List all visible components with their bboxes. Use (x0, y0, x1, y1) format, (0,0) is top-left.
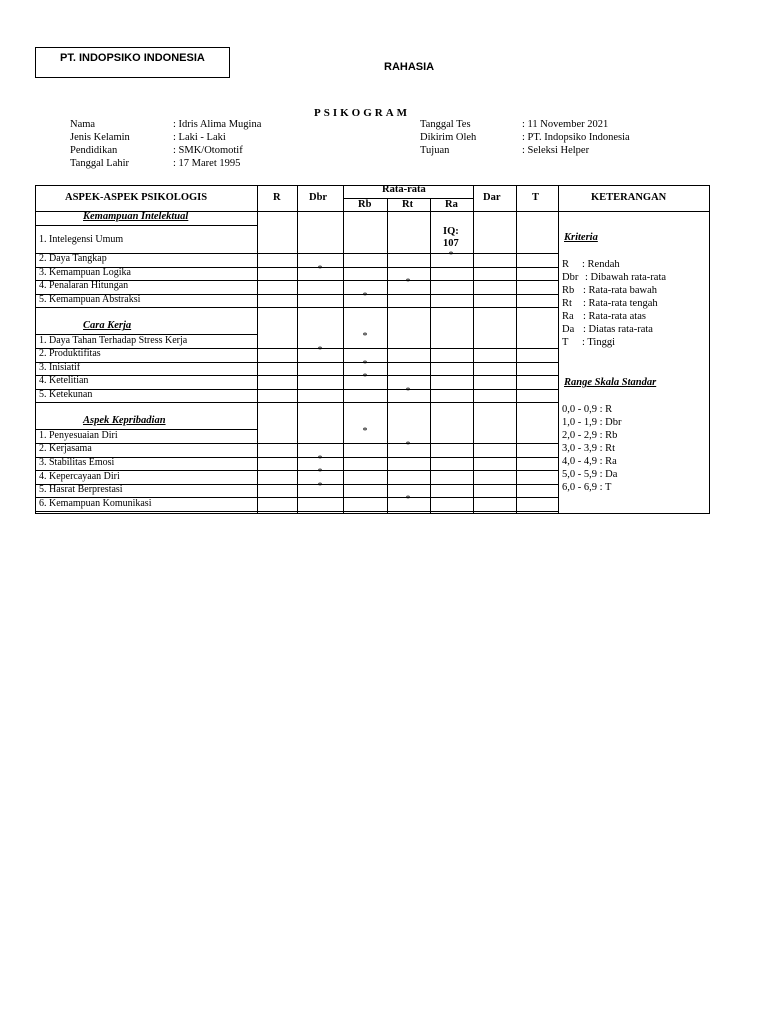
criteria-code: R (562, 259, 570, 270)
aspect-label: 2. Daya Tangkap (39, 253, 107, 264)
criteria-desc: : Rata-rata tengah (583, 298, 658, 309)
grid-line (35, 307, 559, 308)
aspect-label: 2. Kerjasama (39, 443, 92, 454)
score-mark: IQ: (443, 226, 459, 237)
header-notes: KETERANGAN (591, 192, 667, 203)
aspect-label: 4. Penalaran Hitungan (39, 280, 129, 291)
score-mark: * (317, 264, 323, 275)
aspect-label: 1. Penyesuaian Diri (39, 430, 118, 441)
score-mark: * (448, 250, 454, 261)
criteria-code: T (562, 337, 569, 348)
header-r: R (273, 192, 281, 203)
info-label: Tanggal Lahir (70, 158, 130, 169)
grid-line (35, 443, 559, 444)
grid-line (343, 185, 344, 514)
range-item: 2,0 - 2,9 : Rb (562, 430, 618, 441)
criteria-desc: : Tinggi (582, 337, 615, 348)
score-mark: * (405, 277, 411, 288)
info-value: : PT. Indopsiko Indonesia (522, 132, 630, 143)
criteria-code: Da (562, 324, 575, 335)
range-item: 3,0 - 3,9 : Rt (562, 443, 616, 454)
info-value: : SMK/Otomotif (173, 145, 243, 156)
header-rb: Rb (358, 199, 372, 210)
header-aspect: ASPEK-ASPEK PSIKOLOGIS (65, 192, 208, 203)
grid-line (430, 198, 431, 514)
score-mark: * (362, 359, 368, 370)
section-title: Aspek Kepribadian (83, 415, 166, 427)
header-dar: Dar (483, 192, 501, 203)
aspect-label: 5. Hasrat Berprestasi (39, 484, 123, 495)
company-box (35, 47, 230, 78)
aspect-label: 4. Ketelitian (39, 375, 89, 386)
aspect-label: 3. Inisiatif (39, 362, 81, 373)
header-t: T (532, 192, 540, 203)
aspect-label: 1. Intelegensi Umum (39, 234, 124, 245)
criteria-desc: : Dibawah rata-rata (585, 272, 667, 283)
info-value: : 17 Maret 1995 (173, 158, 241, 169)
score-mark: * (317, 345, 323, 356)
grid-line (558, 185, 559, 514)
range-item: 1,0 - 1,9 : Dbr (562, 417, 622, 428)
aspect-label: 1. Daya Tahan Terhadap Stress Kerja (39, 335, 188, 346)
aspect-label: 6. Kemampuan Komunikasi (39, 498, 152, 509)
info-value: : Idris Alima Mugina (173, 119, 262, 130)
grid-line (35, 362, 559, 363)
info-value: : 11 November 2021 (522, 119, 609, 130)
criteria-desc: : Diatas rata-rata (583, 324, 653, 335)
grid-line (35, 389, 559, 390)
info-label: Tanggal Tes (420, 119, 471, 130)
document-title: PSIKOGRAM (314, 107, 411, 119)
range-item: 6,0 - 6,9 : T (562, 482, 612, 493)
aspect-label: 2. Produktifitas (39, 348, 101, 359)
range-item: 5,0 - 5,9 : Da (562, 469, 618, 480)
info-label: Jenis Kelamin (70, 132, 130, 143)
aspect-label: 5. Ketekunan (39, 389, 93, 400)
info-label: Nama (70, 119, 96, 130)
aspect-label: 5. Kemampuan Abstraksi (39, 294, 141, 305)
criteria-desc: : Rata-rata bawah (583, 285, 658, 296)
score-mark: * (362, 331, 368, 342)
score-mark: * (317, 481, 323, 492)
info-label: Dikirim Oleh (420, 132, 477, 143)
grid-line (35, 225, 258, 226)
grid-line (709, 185, 710, 514)
info-value: : Laki - Laki (173, 132, 226, 143)
company-name: PT. INDOPSIKO INDONESIA (60, 52, 205, 64)
score-mark: * (362, 372, 368, 383)
score-mark: * (317, 467, 323, 478)
header-dbr: Dbr (309, 192, 328, 203)
grid-line (35, 402, 559, 403)
info-label: Tujuan (420, 145, 450, 156)
score-mark: * (405, 494, 411, 505)
info-value: : Seleksi Helper (522, 145, 590, 156)
grid-line (35, 185, 36, 514)
header-rt: Rt (402, 199, 414, 210)
aspect-label: 4. Kepercayaan Diri (39, 471, 120, 482)
aspect-label: 3. Kemampuan Logika (39, 267, 131, 278)
grid-line (35, 375, 559, 376)
range-title: Range Skala Standar (564, 377, 657, 388)
grid-line (35, 513, 710, 514)
section-title: Cara Kerja (83, 320, 132, 332)
criteria-code: Ra (562, 311, 574, 322)
criteria-code: Rb (562, 285, 575, 296)
psychogram-table (35, 185, 709, 513)
score-mark: 107 (443, 238, 459, 249)
grid-line (257, 185, 258, 514)
criteria-code: Rt (562, 298, 572, 309)
criteria-title: Kriteria (564, 232, 598, 243)
range-item: 0,0 - 0,9 : R (562, 404, 613, 415)
grid-line (387, 198, 388, 514)
grid-line (473, 185, 474, 514)
grid-line (297, 185, 298, 514)
grid-line (516, 185, 517, 514)
range-item: 4,0 - 4,9 : Ra (562, 456, 617, 467)
grid-line (35, 185, 710, 186)
info-label: Pendidikan (70, 145, 118, 156)
header-average: Rata-rata (382, 184, 426, 195)
score-mark: * (362, 291, 368, 302)
criteria-desc: : Rendah (582, 259, 620, 270)
confidential-label: RAHASIA (384, 61, 435, 73)
score-mark: * (362, 426, 368, 437)
criteria-desc: : Rata-rata atas (583, 311, 646, 322)
criteria-code: Dbr (562, 272, 579, 283)
section-title: Kemampuan Intelektual (83, 211, 189, 222)
aspect-label: 3. Stabilitas Emosi (39, 457, 115, 468)
grid-line (35, 511, 559, 512)
score-mark: * (405, 386, 411, 397)
grid-line (35, 348, 559, 349)
score-mark: * (317, 454, 323, 465)
score-mark: * (405, 440, 411, 451)
grid-line (35, 253, 559, 254)
header-ra: Ra (445, 199, 458, 210)
